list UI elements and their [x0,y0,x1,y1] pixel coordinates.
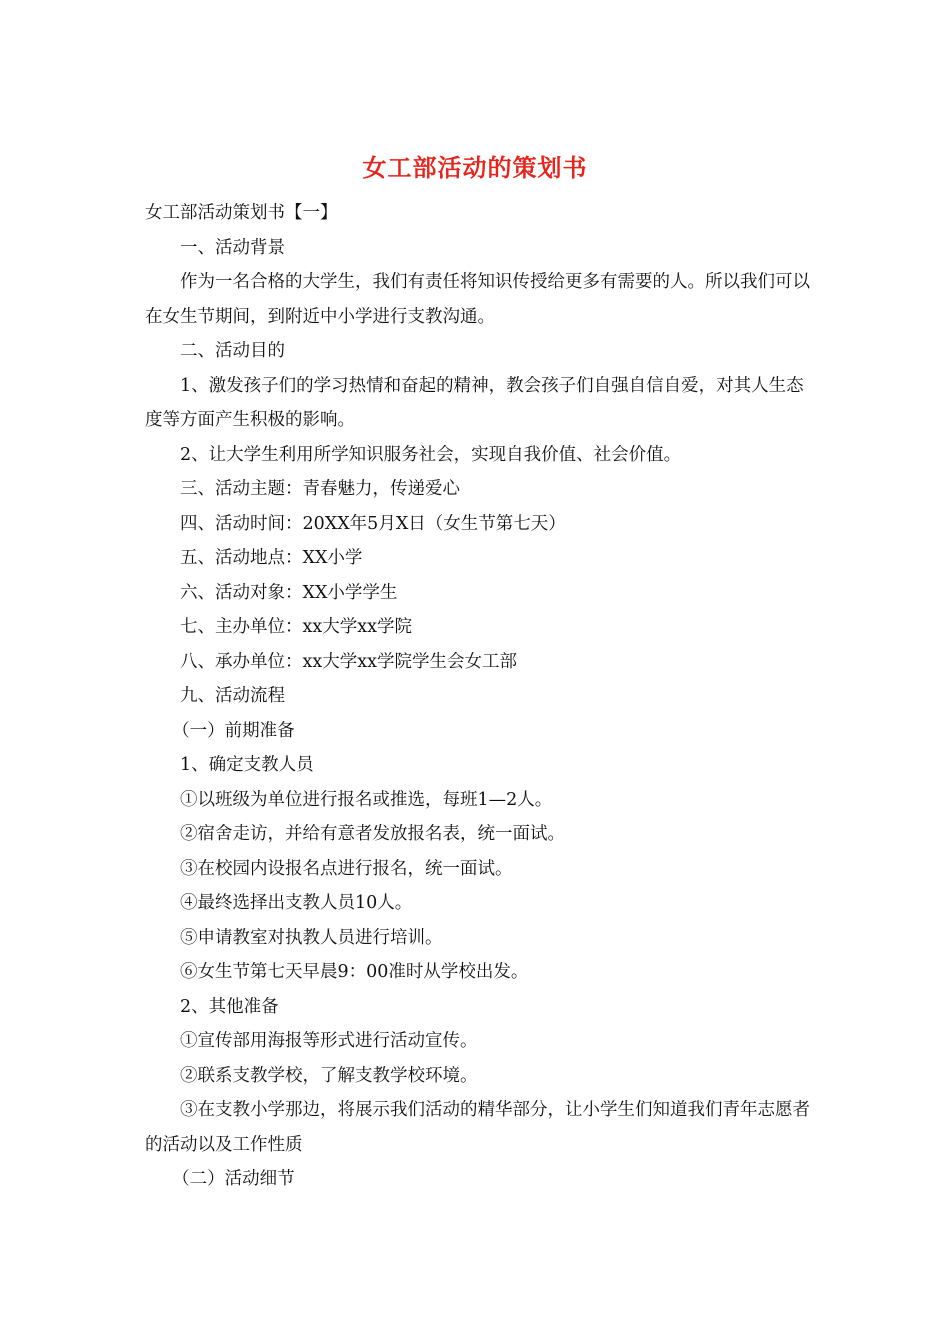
paragraph-purpose-1: 1、激发孩子们的学习热情和奋起的精神，教会孩子们自强自信自爱，对其人生态度等方面产生积极的影响。 [145,375,804,430]
paragraph-organizer: 八、承办单位：xx大学xx学院学生会女工部 [180,651,517,672]
document-title: 女工部活动的策划书 [362,153,588,182]
list-item: ②联系支教学校，了解支教学校环境。 [180,1065,478,1086]
paragraph-purpose-heading: 二、活动目的 [180,341,285,361]
list-item: ④最终选择出支教人员10人。 [180,893,413,913]
list-item: ①以班级为单位进行报名或推选，每班1—2人。 [180,789,553,810]
paragraph-background-text: 作为一名合格的大学生，我们有责任将知识传授给更多有需要的人。所以我们可以在女生节期间，到附近中小学进行支教沟通。 [145,272,810,327]
list-item: ③在支教小学那边，将展示我们活动的精华部分，让小学生们知道我们青年志愿者的活动以及工作性质 [145,1100,810,1155]
list-item: ⑥女生节第七天早晨9：00准时从学校出发。 [180,962,529,982]
list-item: ⑤申请教室对执教人员进行培训。 [180,927,443,948]
paragraph-purpose-2: 2、让大学生利用所学知识服务社会，实现自我价值、社会价值。 [180,444,682,465]
paragraph-audience: 六、活动对象：XX小学学生 [180,582,398,603]
paragraph-other-prep-heading: 2、其他准备 [180,996,279,1017]
list-item: ①宣传部用海报等形式进行活动宣传。 [180,1031,478,1051]
paragraph-prep-heading: （一）前期准备 [172,720,295,741]
paragraph-details-heading: （二）活动细节 [172,1169,295,1189]
paragraph-host: 七、主办单位：xx大学xx学院 [180,617,412,637]
paragraph-process-heading: 九、活动流程 [180,686,285,706]
document-body [145,196,810,1197]
list-item: ②宿舍走访，并给有意者发放报名表，统一面试。 [180,824,565,844]
list-item: ③在校园内设报名点进行报名，统一面试。 [180,858,513,879]
paragraph-staff-heading: 1、确定支教人员 [180,755,314,775]
paragraph-theme: 三、活动主题：青春魅力，传递爱心 [180,479,460,499]
section-heading-1: 女工部活动策划书【一】 [145,203,338,223]
paragraph-time: 四、活动时间：20XX年5月X日（女生节第七天） [180,513,566,534]
paragraph-background-heading: 一、活动背景 [180,237,285,258]
paragraph-location: 五、活动地点：XX小学 [180,548,363,568]
